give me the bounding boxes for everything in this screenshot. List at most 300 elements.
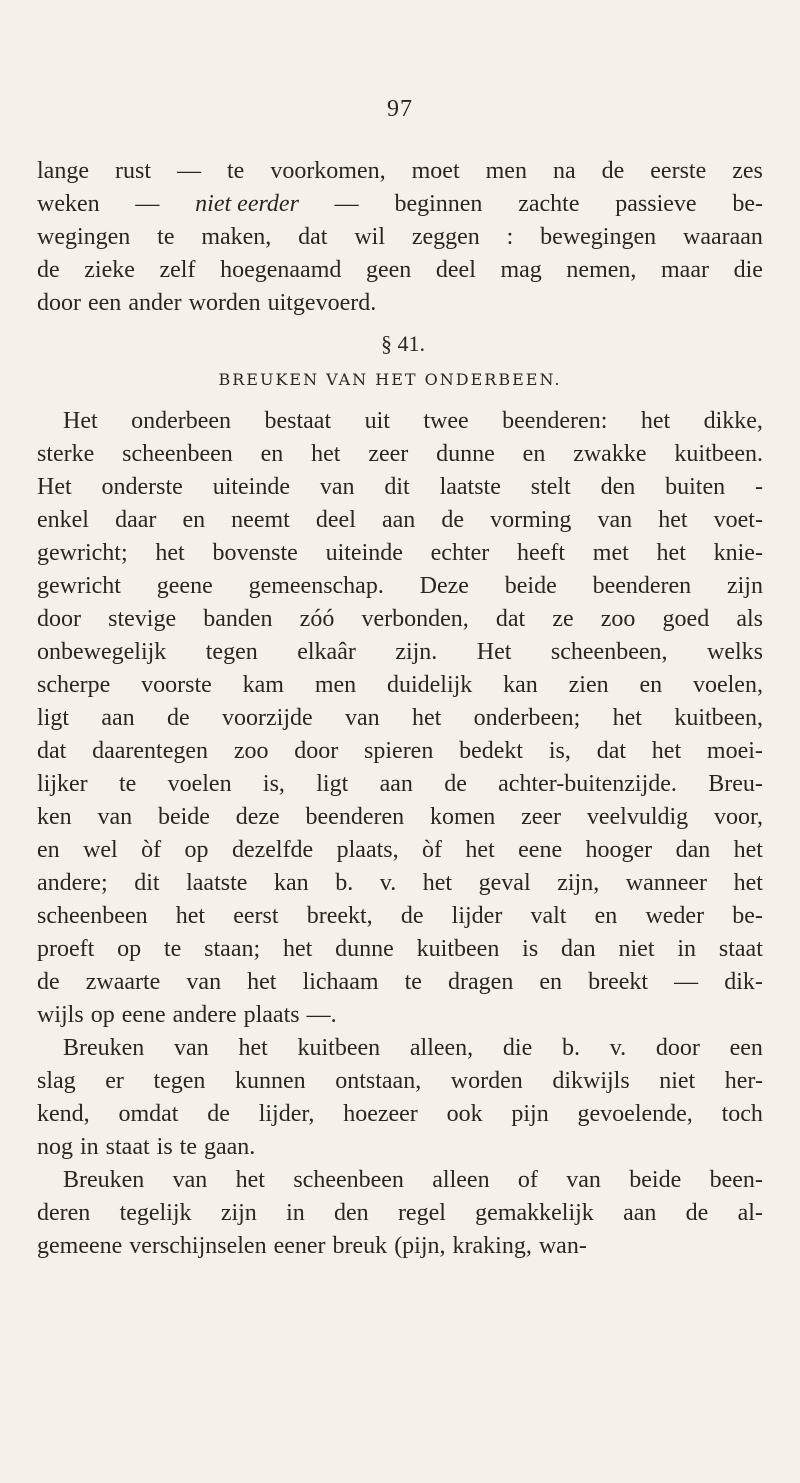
word: Breuken bbox=[63, 1167, 145, 1193]
word: het bbox=[235, 1167, 265, 1193]
text-line bbox=[37, 1065, 763, 1098]
word: het bbox=[238, 1035, 268, 1061]
word: en bbox=[594, 903, 618, 929]
word: scheenbeen, bbox=[550, 639, 668, 665]
word: (pijn, bbox=[394, 1233, 446, 1259]
word: twee bbox=[423, 408, 469, 434]
text-line bbox=[37, 636, 763, 669]
word: uit bbox=[364, 408, 390, 434]
word: niet bbox=[659, 1068, 696, 1094]
word: zijn bbox=[726, 573, 763, 599]
word: buiten bbox=[665, 474, 726, 500]
word: —. bbox=[306, 1002, 337, 1028]
word: van bbox=[345, 705, 380, 731]
word-space bbox=[326, 1230, 333, 1263]
word: dunne bbox=[436, 441, 495, 467]
word: onderbeen bbox=[131, 408, 232, 434]
text-line bbox=[37, 1032, 763, 1065]
word: eene bbox=[121, 1002, 166, 1028]
word: laatste bbox=[186, 870, 248, 896]
emphasis-word: niet eerder bbox=[195, 191, 299, 217]
word: slag bbox=[37, 1068, 76, 1094]
word: alleen bbox=[432, 1167, 490, 1193]
word: nog bbox=[37, 1134, 73, 1160]
word-space bbox=[150, 1131, 157, 1164]
word: lijder bbox=[451, 903, 503, 929]
word: of bbox=[517, 1167, 538, 1193]
word: van bbox=[597, 507, 633, 533]
word: is bbox=[156, 1134, 173, 1160]
text-line bbox=[37, 702, 763, 735]
word: zijn. bbox=[395, 639, 438, 665]
text-line bbox=[37, 966, 763, 999]
word: een bbox=[88, 290, 122, 316]
word: er bbox=[105, 1068, 124, 1094]
page-number: 97 bbox=[387, 96, 413, 122]
word: v. bbox=[609, 1035, 627, 1061]
word: eener bbox=[273, 1233, 326, 1259]
word: Breu- bbox=[708, 771, 763, 797]
word: aan bbox=[381, 507, 416, 533]
word: be- bbox=[732, 903, 763, 929]
word: breuk bbox=[332, 1233, 388, 1259]
word: uitgevoerd. bbox=[267, 290, 377, 316]
word: toch bbox=[721, 1101, 763, 1127]
word: zoo bbox=[233, 738, 269, 764]
word: lichaam bbox=[302, 969, 379, 995]
word: andere; bbox=[37, 870, 108, 896]
word: proeft bbox=[37, 936, 95, 962]
word: nemen, bbox=[566, 257, 637, 283]
word: plaats, bbox=[336, 837, 399, 863]
word-space bbox=[166, 999, 173, 1032]
word: her- bbox=[724, 1068, 763, 1094]
word: tegelijk bbox=[119, 1200, 192, 1226]
word: Het bbox=[37, 474, 72, 500]
word: het bbox=[656, 540, 686, 566]
word: de bbox=[37, 257, 60, 283]
word: — bbox=[674, 969, 699, 995]
word-space bbox=[73, 1131, 80, 1164]
word: de bbox=[167, 705, 190, 731]
word: ligt bbox=[37, 705, 70, 731]
word: te bbox=[179, 1134, 197, 1160]
word: enkel bbox=[37, 507, 89, 533]
word-space bbox=[115, 999, 122, 1032]
word: gemeene bbox=[37, 1233, 123, 1259]
word: : bbox=[506, 224, 514, 250]
word: geval bbox=[478, 870, 531, 896]
word-space bbox=[99, 1131, 106, 1164]
word: moei- bbox=[706, 738, 763, 764]
text-line bbox=[37, 188, 763, 221]
text-line bbox=[37, 405, 763, 438]
word-space bbox=[182, 287, 189, 320]
text-line bbox=[37, 900, 763, 933]
word: al- bbox=[737, 1200, 763, 1226]
word-space bbox=[122, 1230, 129, 1263]
word: alleen, bbox=[409, 1035, 474, 1061]
word: — bbox=[135, 191, 160, 217]
word: laatste bbox=[439, 474, 501, 500]
word: eerst bbox=[233, 903, 279, 929]
word: het bbox=[658, 507, 688, 533]
word: en bbox=[639, 672, 663, 698]
word: beide bbox=[504, 573, 557, 599]
word: ken bbox=[37, 804, 72, 830]
word: ook bbox=[446, 1101, 483, 1127]
word-space bbox=[532, 1230, 539, 1263]
text-line bbox=[37, 221, 763, 254]
word: door bbox=[37, 606, 81, 632]
word: dragen bbox=[448, 969, 514, 995]
word: dezelfde bbox=[231, 837, 314, 863]
word: die bbox=[733, 257, 763, 283]
word: andere bbox=[172, 1002, 237, 1028]
word: van bbox=[97, 804, 133, 830]
word: te bbox=[157, 224, 175, 250]
word: maken, bbox=[201, 224, 272, 250]
word: ander bbox=[128, 290, 182, 316]
word: — bbox=[176, 158, 201, 184]
word: wel bbox=[83, 837, 118, 863]
word: duidelijk bbox=[386, 672, 473, 698]
word: het bbox=[640, 408, 671, 434]
word: het bbox=[422, 870, 453, 896]
word: de bbox=[441, 507, 464, 533]
word: door bbox=[37, 290, 81, 316]
word: kend, bbox=[37, 1101, 90, 1127]
word: en bbox=[260, 441, 284, 467]
word: - bbox=[754, 474, 763, 500]
word: eerste bbox=[650, 158, 707, 184]
word: zijn bbox=[220, 1200, 257, 1226]
text-line bbox=[37, 1197, 763, 1230]
word: te bbox=[164, 936, 182, 962]
word: lijker bbox=[37, 771, 88, 797]
word: in bbox=[80, 1134, 99, 1160]
word: voelen, bbox=[692, 672, 763, 698]
word: zoo bbox=[600, 606, 636, 632]
word: die bbox=[502, 1035, 533, 1061]
word: aan bbox=[101, 705, 135, 731]
word: zachte bbox=[518, 191, 580, 217]
text-line bbox=[37, 834, 763, 867]
word: mag bbox=[500, 257, 542, 283]
word: deel bbox=[315, 507, 356, 533]
paragraph bbox=[37, 1164, 763, 1263]
word-space bbox=[267, 1230, 274, 1263]
word: valt bbox=[530, 903, 567, 929]
word: en bbox=[522, 441, 546, 467]
word: voorkomen, bbox=[270, 158, 386, 184]
paragraph bbox=[37, 1032, 763, 1164]
word: weken bbox=[37, 191, 100, 217]
word: van bbox=[319, 474, 355, 500]
word: omdat bbox=[118, 1101, 179, 1127]
word: voor, bbox=[713, 804, 763, 830]
word: dit bbox=[384, 474, 410, 500]
section-title: BREUKEN VAN HET ONDERBEEN. bbox=[218, 370, 562, 389]
word-space bbox=[300, 999, 307, 1032]
word-space bbox=[446, 1230, 453, 1263]
word: het bbox=[283, 936, 313, 962]
word: stevige bbox=[108, 606, 177, 632]
word: deren bbox=[37, 1200, 91, 1226]
word: been- bbox=[709, 1167, 763, 1193]
word: Breuken bbox=[63, 1035, 145, 1061]
word: de bbox=[400, 903, 424, 929]
word: op bbox=[184, 837, 209, 863]
word: voorste bbox=[141, 672, 212, 698]
word: scheenbeen bbox=[37, 903, 148, 929]
word: regel bbox=[397, 1200, 446, 1226]
word: een bbox=[729, 1035, 763, 1061]
word: den bbox=[334, 1200, 369, 1226]
word: zien bbox=[568, 672, 609, 698]
word: welks bbox=[706, 639, 763, 665]
word: onbewegelijk bbox=[37, 639, 167, 665]
word: lange bbox=[37, 158, 89, 184]
word: de bbox=[207, 1101, 230, 1127]
word: scheenbeen bbox=[122, 441, 233, 467]
word: eene bbox=[518, 837, 563, 863]
word: als bbox=[736, 606, 763, 632]
word: gewricht; bbox=[37, 540, 128, 566]
text-line bbox=[37, 933, 763, 966]
word: maar bbox=[661, 257, 709, 283]
word: goed bbox=[662, 606, 710, 632]
word: staan; bbox=[204, 936, 261, 962]
word: het bbox=[733, 870, 763, 896]
word: staat bbox=[105, 1134, 150, 1160]
word: spieren bbox=[364, 738, 434, 764]
word: den bbox=[600, 474, 636, 500]
word: voorzijde bbox=[222, 705, 313, 731]
word: zeer bbox=[521, 804, 562, 830]
word: komen bbox=[429, 804, 496, 830]
word: worden bbox=[450, 1068, 523, 1094]
word: òf bbox=[141, 837, 162, 863]
word: elkaâr bbox=[297, 639, 356, 665]
word: hooger bbox=[585, 837, 653, 863]
word: dik- bbox=[724, 969, 763, 995]
word: het bbox=[412, 705, 442, 731]
word: lijder, bbox=[258, 1101, 315, 1127]
word: hoegenaamd bbox=[220, 257, 342, 283]
word: breekt, bbox=[306, 903, 373, 929]
word: de bbox=[685, 1200, 709, 1226]
word: zieke bbox=[84, 257, 135, 283]
word: achter-buitenzijde. bbox=[498, 771, 677, 797]
word: wijls bbox=[37, 1002, 84, 1028]
word: op bbox=[90, 1002, 115, 1028]
text-line bbox=[37, 438, 763, 471]
word: hoezeer bbox=[343, 1101, 418, 1127]
text-line bbox=[37, 669, 763, 702]
word: tegen bbox=[153, 1068, 206, 1094]
word: zes bbox=[732, 158, 763, 184]
word: beenderen: bbox=[502, 408, 608, 434]
text-line bbox=[37, 867, 763, 900]
word: gevoelende, bbox=[577, 1101, 693, 1127]
word: te bbox=[118, 771, 137, 797]
word: dunne bbox=[335, 936, 394, 962]
text-line bbox=[37, 570, 763, 603]
word: daarentegen bbox=[92, 738, 209, 764]
word: stelt bbox=[530, 474, 571, 500]
word: kuitbeen bbox=[416, 936, 500, 962]
word: voelen bbox=[167, 771, 232, 797]
word: zelf bbox=[159, 257, 196, 283]
paragraph-continuation bbox=[37, 155, 763, 320]
text-line bbox=[37, 1164, 763, 1197]
word: geene bbox=[156, 573, 213, 599]
word: zeer bbox=[368, 441, 409, 467]
word: in bbox=[677, 936, 697, 962]
word-space bbox=[173, 1131, 180, 1164]
word: dat bbox=[298, 224, 328, 250]
word: te bbox=[226, 158, 245, 184]
word: breekt bbox=[588, 969, 649, 995]
word: van bbox=[566, 1167, 601, 1193]
word: verbonden, bbox=[361, 606, 469, 632]
word: het bbox=[175, 903, 206, 929]
word: wil bbox=[354, 224, 385, 250]
section-number: § 41. bbox=[381, 331, 425, 356]
word: en bbox=[182, 507, 206, 533]
word: deel bbox=[435, 257, 476, 283]
word: v. bbox=[379, 870, 397, 896]
word: zwaarte bbox=[85, 969, 161, 995]
word: het bbox=[733, 837, 763, 863]
word: gaan. bbox=[204, 1134, 256, 1160]
word: de bbox=[444, 771, 467, 797]
word: het bbox=[651, 738, 682, 764]
word: bestaat bbox=[264, 408, 332, 434]
text-line bbox=[37, 155, 763, 188]
word: na bbox=[552, 158, 576, 184]
word: neemt bbox=[231, 507, 290, 533]
word: kan bbox=[273, 870, 309, 896]
word: plaats bbox=[243, 1002, 300, 1028]
word: onderbeen; bbox=[473, 705, 581, 731]
word: Het bbox=[63, 408, 98, 434]
word-space bbox=[84, 999, 91, 1032]
word: onderste bbox=[101, 474, 183, 500]
word: het bbox=[155, 540, 185, 566]
word: en bbox=[37, 837, 60, 863]
word: bovenste bbox=[212, 540, 298, 566]
word: passieve bbox=[615, 191, 697, 217]
word: kunnen bbox=[235, 1068, 306, 1094]
word: banden bbox=[203, 606, 273, 632]
word: kam bbox=[242, 672, 284, 698]
word: men bbox=[485, 158, 527, 184]
word: gemeenschap. bbox=[248, 573, 384, 599]
word: waaraan bbox=[682, 224, 763, 250]
word: het bbox=[311, 441, 341, 467]
word: gewricht bbox=[37, 573, 121, 599]
word: kuitbeen bbox=[297, 1035, 381, 1061]
text-line bbox=[37, 801, 763, 834]
word: beenderen bbox=[305, 804, 405, 830]
word: dan bbox=[561, 936, 596, 962]
word: in bbox=[286, 1200, 305, 1226]
word: wanneer bbox=[625, 870, 708, 896]
word: dat bbox=[37, 738, 67, 764]
text-line bbox=[37, 735, 763, 768]
word: dat bbox=[596, 738, 627, 764]
word: b. bbox=[561, 1035, 580, 1061]
word: scherpe bbox=[37, 672, 111, 698]
word: ontstaan, bbox=[335, 1068, 422, 1094]
word: ze bbox=[552, 606, 574, 632]
text-line bbox=[37, 254, 763, 287]
word: het bbox=[465, 837, 495, 863]
word: — bbox=[334, 191, 359, 217]
word: en bbox=[539, 969, 563, 995]
word: Deze bbox=[419, 573, 469, 599]
word: van bbox=[174, 1035, 209, 1061]
word: Het bbox=[476, 639, 512, 665]
word: tegen bbox=[205, 639, 258, 665]
word: sterke bbox=[37, 441, 95, 467]
word-space bbox=[81, 287, 88, 320]
word: is, bbox=[262, 771, 285, 797]
text-line bbox=[37, 1131, 763, 1164]
word: het bbox=[247, 969, 277, 995]
word: pijn bbox=[511, 1101, 549, 1127]
word: is, bbox=[548, 738, 571, 764]
word: op bbox=[117, 936, 142, 962]
word: kuitbeen, bbox=[674, 705, 763, 731]
word: dikke, bbox=[703, 408, 763, 434]
word: van bbox=[186, 969, 222, 995]
word: be- bbox=[732, 191, 763, 217]
word: beenderen bbox=[592, 573, 692, 599]
text-line bbox=[37, 537, 763, 570]
word: moet bbox=[411, 158, 460, 184]
word: geen bbox=[365, 257, 412, 283]
word: zeggen bbox=[411, 224, 480, 250]
word: kraking, bbox=[452, 1233, 532, 1259]
word: knie- bbox=[713, 540, 763, 566]
word: aan bbox=[379, 771, 413, 797]
word: ligt bbox=[316, 771, 349, 797]
word-space bbox=[197, 1131, 204, 1164]
text-line bbox=[37, 1098, 763, 1131]
word: de bbox=[37, 969, 60, 995]
word: voet- bbox=[713, 507, 763, 533]
word-space bbox=[387, 1230, 394, 1263]
text-line bbox=[37, 999, 763, 1032]
text-line bbox=[37, 504, 763, 537]
paragraph bbox=[37, 405, 763, 1032]
word-space bbox=[121, 287, 128, 320]
text-line bbox=[37, 768, 763, 801]
word: heeft bbox=[517, 540, 566, 566]
word: dat bbox=[495, 606, 526, 632]
word: dikwijls bbox=[552, 1068, 630, 1094]
body-text bbox=[37, 155, 763, 1263]
word: beide bbox=[157, 804, 210, 830]
word: weder bbox=[645, 903, 705, 929]
word: de bbox=[601, 158, 625, 184]
word: kan bbox=[503, 672, 538, 698]
word: dit bbox=[134, 870, 160, 896]
text-line bbox=[37, 471, 763, 504]
